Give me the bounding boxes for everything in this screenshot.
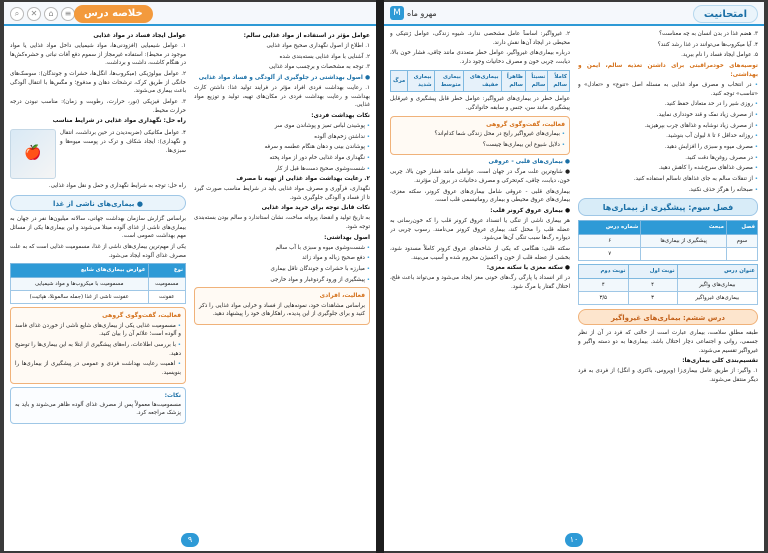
table-cell: بیماری‌های واگیر xyxy=(677,278,757,291)
list-item: ۳. توجه به مشخصات و برچسب مواد غذایی xyxy=(269,64,370,71)
brand-name: مهرو ماه xyxy=(407,8,437,18)
table-header: ظاهراً سالم xyxy=(501,70,525,92)
list-item: ۴. آیا میکروب‌ها می‌توانند در غذا رشد کنند؟ xyxy=(657,41,758,48)
table-cell: پیشگیری از بیماری‌ها xyxy=(641,234,727,247)
paragraph: ۲. غیرواگیر: اساساً عامل مشخصی ندارد. شیوه زندگی، عوامل ژنتیکی و محیطی در ایجاد آن‌ها نقش دارند. xyxy=(390,31,570,46)
section-heading: ● بیماری‌های قلبی - عروقی xyxy=(488,159,570,166)
fruit-image: 🍎 xyxy=(10,129,56,179)
list-item: • در انتخاب و مصرف مواد غذایی به مسئله اصل «تنوع» و «تعادل» و «تناسب» توجه کنید. xyxy=(578,81,758,98)
list-item: ۲. آشنایی با مواد غذایی بسته‌بندی شده xyxy=(279,53,370,60)
chapter-table xyxy=(578,220,758,261)
table-cell xyxy=(641,247,727,260)
list-item: • شست‌وشوی میوه و سبزی با آب سالم xyxy=(194,244,370,253)
page-number: ۹ xyxy=(181,533,199,547)
list-item: • مصرف غذاهای سرخ‌شده را کاهش دهید. xyxy=(578,164,758,173)
paragraph: ۲. عوامل بیولوژیکی (میکروب‌ها، انگل‌ها، حشرات و جوندگان): سوسک‌های خانگی از طریق کرک، ترشحات دهان و مدفوع؛ و مگس‌ها با انتقال آلودگی باعث بیماری می‌شوند. xyxy=(10,70,186,95)
page-number: ۱۰ xyxy=(565,533,583,547)
list-item: • اهمیت رعایت بهداشت فردی و عمومی در پیشگیری از بیماری‌ها را بنویسید. xyxy=(15,360,181,377)
table-cell: ۷ xyxy=(579,247,641,260)
list-item: • پوشیدن لباس تمیز و پوشاندن موی سر xyxy=(194,122,370,131)
paragraph: یکی از مهم‌ترین بیماری‌های ناشی از غذا، مسمومیت غذایی است که به علت مصرف غذای آلوده ایجاد می‌شود. xyxy=(10,243,186,259)
table-cell: ۴ xyxy=(579,278,629,291)
section-heading: راه حل: نگهداری مواد غذایی در شرایط مناسب xyxy=(52,118,186,125)
menu-icon[interactable]: ≡ xyxy=(61,7,75,21)
list-item: • صبحانه را هرگز حذف نکنید. xyxy=(578,186,758,195)
list-item: • نگهداری مواد غذایی خام دور از مواد پخته xyxy=(194,154,370,163)
brand-icon: M xyxy=(390,6,404,20)
table-cell: ۳ xyxy=(628,292,677,305)
search-icon[interactable]: ⌕ xyxy=(10,7,24,21)
table-row xyxy=(579,234,758,247)
paragraph: ۳. عوامل فیزیکی (نور، حرارت، رطوبت و زمان): مناسب نبودن درجه حرارت محیط. xyxy=(10,98,186,114)
list-item: • پوشاندن بینی و دهان هنگام عطسه و سرفه xyxy=(194,143,370,152)
list-item: • شست‌وشوی صحیح دست‌ها قبل از کار xyxy=(194,165,370,174)
activity-box xyxy=(10,307,186,383)
list-item: • نداشتن زخم‌های آلوده xyxy=(194,133,370,142)
right-page-col-left xyxy=(390,30,570,529)
list-item: • در مصرف روغن‌ها دقت کنید. xyxy=(578,154,758,163)
table-cell xyxy=(726,247,757,260)
table-header: نوبت اول xyxy=(628,265,677,278)
section-banner: ● بیماری‌های ناشی از غذا xyxy=(10,195,186,211)
table-header: شماره درس xyxy=(579,221,641,234)
left-page-header xyxy=(4,2,376,26)
section-heading: ۲. رعایت بهداشت مواد غذایی از تهیه تا مصرف xyxy=(236,176,370,183)
table-cell: سوم xyxy=(726,234,757,247)
score-table xyxy=(578,264,758,305)
section-heading: ● بیماری عروق کرونر قلب: xyxy=(490,207,570,214)
activity-box xyxy=(390,116,570,156)
left-page xyxy=(4,2,376,551)
paragraph: بیماری‌های قلبی - عروقی شامل بیماری‌های عروق کرونر، سکته مغزی، بیماری‌های عروق محیطی و بیماری روماتیسمی قلب است. xyxy=(390,188,570,204)
list-item: • از مصرف زیاد نمک و قند خودداری نمایید. xyxy=(578,111,758,120)
activity-box xyxy=(194,287,370,325)
table-cell: عفونت ناشی از غذا (جمله سالمونلا، هپاتیت) xyxy=(11,290,149,303)
disease-table xyxy=(10,263,186,304)
summary-tab[interactable]: خلاصه درس xyxy=(74,5,153,23)
list-item: ۳. هضم غذا در بدن انسان به چه معناست؟ xyxy=(659,31,758,37)
paragraph: براساس گزارش سازمان بهداشت جهانی، سالانه میلیون‌ها نفر در جهان به بیماری‌های ناشی از غذای آلوده مبتلا می‌شوند و این بیماری‌ها یکی از مسائل مهم بهداشت عمومی است. xyxy=(10,215,186,240)
list-item: • دفع صحیح زباله و مواد زائد xyxy=(194,254,370,263)
table-header: نوع xyxy=(148,264,185,277)
figure-caption: ۴. عوامل مکانیکی (ضربه‌دیدن در حین برداشت، انتقال و نگهداری): ایجاد شکاف و ترک در پوست میوه‌ها و سبزی‌ها. xyxy=(60,130,186,154)
list-item: • از تنقلات سالم به جای غذاهای ناسالم استفاده کنید. xyxy=(578,175,758,184)
paragraph: عوامل خطر در بیماری‌های غیرواگیر: عوامل خطر قابل پیشگیری و غیرقابل پیشگیری مانند سن، جنس و سابقه خانوادگی. xyxy=(390,96,570,112)
table-header: کاملاً سالم xyxy=(548,70,570,92)
brand-logo xyxy=(390,6,437,20)
right-page xyxy=(384,2,764,551)
paragraph: درباره بیماری‌های غیرواگیر، عوامل خطر متعددی مانند چاقی، فشار خون بالا، دیابت، چربی خون و مصرف دخانیات وجود دارد. xyxy=(390,50,570,65)
table-row xyxy=(11,277,186,290)
list-item: • پیشگیری از ورود گردوغبار و مواد خارجی xyxy=(194,276,370,285)
table-row xyxy=(579,278,758,291)
paragraph: ۱. رعایت بهداشت فردی افراد مؤثر در فرایند تولید غذا: داشتن کارت بهداشت و رعایت بهداشت فردی در مکان‌های تهیه، تولید و توزیع مواد غذایی. xyxy=(194,84,370,109)
activity-title: فعالیت، گفت‌وگوی گروهی xyxy=(102,312,181,320)
list-item: • روزی شیر را در حد متعادل حفظ کنید. xyxy=(578,100,758,109)
table-header: فصل xyxy=(726,221,757,234)
paragraph: در اثر انسداد یا پارگی رگ‌های خونی مغز ایجاد می‌شود و می‌تواند باعث فلج، اختلال گفتار یا مرگ شود. xyxy=(390,275,570,290)
paragraph: به تاریخ تولید و انقضا، پروانه ساخت، نشان استاندارد و سالم بودن بسته‌بندی توجه شود. xyxy=(194,215,370,231)
note-title: نکات: xyxy=(164,391,181,399)
left-page-col-right xyxy=(194,30,370,529)
section-heading: نکات قابل توجه برای خرید مواد غذایی xyxy=(261,205,370,212)
table-cell: ۳/۵ xyxy=(579,292,629,305)
table-row xyxy=(579,247,758,260)
table-header: نوبت دوم xyxy=(579,265,629,278)
section-heading: نکات بهداشت فردی: xyxy=(311,112,370,119)
paragraph: هر بیماری ناشی از تنگی یا انسداد عروق کرونر قلب را که خون‌رسانی به عضله قلب را مختل کند، بیماری عروق کرونر می‌نامند. رسوب چربی در دیواره رگ‌ها سبب تنگی آن‌ها می‌شود. xyxy=(390,217,570,242)
section-heading: اصول بهداشتی: xyxy=(324,234,370,241)
right-page-col-right xyxy=(578,30,758,529)
lesson-banner: درس ششم: بیماری‌های غیرواگیر xyxy=(578,309,758,325)
note-box xyxy=(10,387,186,425)
paragraph: ۱. عوامل شیمیایی (افزودنی‌ها، مواد شیمیایی داخل مواد غذایی یا مواد موجود در محیط): استفاده غیرمجاز از سموم دفع آفات نباتی و حشره‌کش‌ها در هنگام کاشت، داشت و برداشت. xyxy=(10,42,186,67)
health-spectrum-table xyxy=(390,70,570,93)
table-header: بیماری متوسط xyxy=(434,70,463,92)
table-cell: بیماری‌های غیرواگیر xyxy=(677,292,757,305)
activity-title: فعالیت، گفت‌وگوی گروهی xyxy=(486,120,565,128)
list-item: • مصرف میوه و سبزی را افزایش دهید. xyxy=(578,143,758,152)
section-heading: عوامل ایجاد فساد در مواد غذایی xyxy=(93,33,186,39)
note-text: مسمومیت‌ها معمولاً پس از مصرف غذای آلوده ظاهر می‌شوند و باید به پزشک مراجعه کرد. xyxy=(15,401,181,417)
paragraph: ۱. واگیر: از طریق عامل بیماری‌زا (ویروس، باکتری و انگل) از فردی به فرد دیگر منتقل می‌شوند. xyxy=(578,368,758,384)
table-header: مبحث xyxy=(641,221,727,234)
close-icon[interactable]: ✕ xyxy=(27,7,41,21)
list-item: ۱. اطلاع از اصول نگهداری صحیح مواد غذایی xyxy=(266,42,370,49)
activity-text: براساس مشاهدات خود، نمونه‌هایی از فساد و خرابی مواد غذایی را ذکر کنید و برای جلوگیری از این پدیده، راهکارهای خود را پیشنهاد دهید. xyxy=(199,302,365,318)
list-item: • بیماری‌های غیرواگیر رایج در محل زندگی شما کدام‌اند؟ xyxy=(395,130,565,139)
table-header: نسبتاً سالم xyxy=(525,70,547,92)
table-header: عنوان درس xyxy=(677,265,757,278)
table-cell: مسمومیت xyxy=(148,277,185,290)
book-gutter xyxy=(376,0,384,553)
chapter-banner: فصل سوم: پیشگیری از بیماری‌ها xyxy=(578,198,758,216)
right-page-header xyxy=(384,2,764,26)
table-cell: ۴ xyxy=(628,278,677,291)
table-header: بیماری‌های خفیف xyxy=(463,70,501,92)
list-item: • مبارزه با حشرات و جوندگان ناقل بیماری xyxy=(194,265,370,274)
exam-tab[interactable]: امتحانیت xyxy=(693,5,758,23)
figure xyxy=(10,129,186,179)
paragraph: نگهداری، فرآوری و مصرف مواد غذایی باید در شرایط مناسب صورت گیرد تا از فساد و آلودگی جلوگیری شود. xyxy=(194,186,370,201)
table-row xyxy=(11,290,186,303)
paragraph: طبقه مطلق سلامت، بیماری عبارت است از حالتی که فرد در آن از نظر جسمی، روانی و اجتماعی دچار اختلال باشد. بیماری‌ها به دو دسته واگیر و غیرواگیر تقسیم می‌شوند. xyxy=(578,330,758,354)
activity-title: فعالیت، افرادی xyxy=(319,292,365,300)
paragraph: راه حل: توجه به شرایط نگهداری و حمل و نقل مواد غذایی. xyxy=(48,183,186,190)
paragraph: سکته قلبی: هنگامی که یکی از شاخه‌های عروق کرونر کاملاً مسدود شود، بخشی از عضله قلب از خون و اکسیژن محروم شده و آسیب می‌بیند. xyxy=(390,245,570,261)
paragraph: ● شایع‌ترین علت مرگ در جهان است. عواملی مانند فشار خون بالا، چربی خون، دیابت، چاقی، کم‌تحرکی و مصرف دخانیات در بروز آن مؤثرند. xyxy=(390,169,570,184)
home-icon[interactable]: ⌂ xyxy=(44,7,58,21)
section-heading: عوامل مؤثر در استفاده از مواد غذایی سالم: xyxy=(243,33,370,39)
section-heading: ● سکته مغزی یا سکته مغزی: xyxy=(486,265,570,272)
table-row xyxy=(579,292,758,305)
table-header: بیماری شدید xyxy=(408,70,434,92)
table-cell: ۶ xyxy=(579,234,641,247)
list-item: • با بررسی اطلاعات، راه‌های پیشگیری از ابتلا به این بیماری‌ها را توضیح دهید. xyxy=(15,341,181,358)
list-item: • روزانه حداقل ۶ تا ۸ لیوان آب بنوشید. xyxy=(578,132,758,141)
table-header: مرگ xyxy=(391,70,408,92)
list-item: • دلایل شیوع این بیماری‌ها چیست؟ xyxy=(395,141,565,150)
table-cell: عفونت xyxy=(148,290,185,303)
list-item: • از مصرف زیاد نوشابه و غذاهای چرب بپرهیزید. xyxy=(578,122,758,131)
section-heading: توصیه‌های خودمراقبتی برای داشتن تغذیه سالم، ایمن و بهداشتی: xyxy=(578,62,758,78)
section-heading: ● اصول بهداشتی در جلوگیری از آلودگی و فساد مواد غذایی xyxy=(198,74,370,81)
list-item: ۵. عوامل ایجاد فساد را نام ببرید. xyxy=(681,52,758,59)
section-heading: تقسیم‌بندی کلی بیماری‌ها: xyxy=(682,358,758,365)
table-header: عوارض بیماری‌های شایع xyxy=(11,264,149,277)
header-icons xyxy=(10,7,75,21)
list-item: • مسمومیت غذایی یکی از بیماری‌های شایع ناشی از خوردن غذای فاسد و آلوده است؛ علائم آن را بیان کنید. xyxy=(15,322,181,339)
table-cell: مسمومیت با میکروب‌ها و مواد شیمیایی xyxy=(11,277,149,290)
left-page-col-left xyxy=(10,30,186,529)
